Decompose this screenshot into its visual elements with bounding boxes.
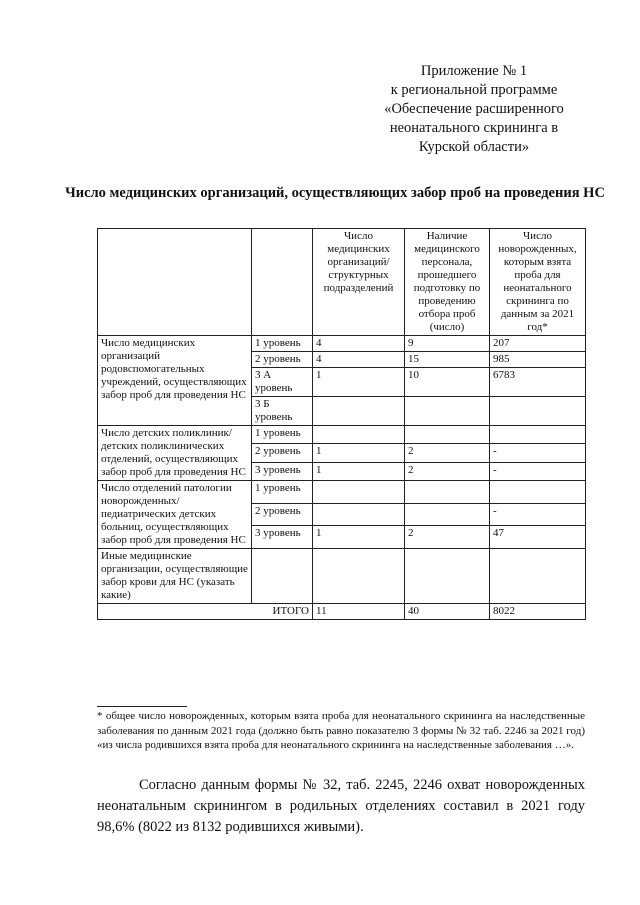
header-staff: Наличие медицинского персонала, прошедшего подготовку по проведению отбора проб (число)	[405, 229, 490, 336]
orgs-cell: 1	[313, 444, 405, 462]
level-cell: 1 уровень	[252, 426, 313, 444]
staff-cell	[405, 481, 490, 504]
orgs-cell	[313, 426, 405, 444]
group-label-cell: Число детских поликлиник/детских поликлинических отделений, осуществляющих забор проб для проведения НС	[98, 426, 252, 481]
level-cell: 2 уровень	[252, 352, 313, 368]
annex-line: Приложение № 1	[420, 63, 528, 79]
staff-cell	[405, 503, 490, 526]
newborns-cell	[490, 481, 586, 504]
orgs-cell: 1	[313, 368, 405, 397]
orgs-cell	[313, 397, 405, 426]
staff-cell	[405, 549, 490, 604]
staff-cell: 2	[405, 462, 490, 480]
orgs-cell: 1	[313, 526, 405, 549]
orgs-cell: 4	[313, 352, 405, 368]
header-cell	[98, 229, 252, 336]
staff-cell: 2	[405, 444, 490, 462]
level-cell	[252, 549, 313, 604]
newborns-cell	[490, 426, 586, 444]
level-cell: 2 уровень	[252, 503, 313, 526]
newborns-cell: -	[490, 503, 586, 526]
orgs-cell: 1	[313, 462, 405, 480]
screening-table	[97, 228, 586, 620]
level-cell: 1 уровень	[252, 336, 313, 352]
total-label-cell: ИТОГО	[98, 604, 313, 620]
staff-cell: 15	[405, 352, 490, 368]
group-label-cell: Иные медицинские организации, осуществляющие забор крови для НС (указать какие)	[98, 549, 252, 604]
table-body	[98, 229, 586, 620]
newborns-cell: 47	[490, 526, 586, 549]
header-orgs: Число медицинских организаций/ структурных подразделений	[313, 229, 405, 336]
orgs-cell	[313, 549, 405, 604]
total-newborns-cell: 8022	[490, 604, 586, 620]
group-label-cell: Число отделений патологии новорожденных/педиатрических детских больниц, осуществляющих забор проб для проведения НС	[98, 481, 252, 549]
orgs-cell: 4	[313, 336, 405, 352]
level-cell: 2 уровень	[252, 444, 313, 462]
newborns-cell: -	[490, 462, 586, 480]
staff-cell: 10	[405, 368, 490, 397]
footnote-separator	[97, 706, 187, 707]
footnote: * общее число новорожденных, которым взята проба для неонатального скрининга на наследственные заболевания по данным 2021 года (должно быть равно показателю 3 формы № 32 таб. 2246 за 2021 год) «из числа родившихся взята проба для неонатального скрининга на наследственные заболевания …».	[97, 710, 585, 751]
orgs-cell	[313, 503, 405, 526]
total-row	[98, 604, 586, 620]
annex-line: к региональной программе	[390, 82, 558, 98]
annex-line: Курской области»	[418, 139, 530, 155]
newborns-cell	[490, 549, 586, 604]
coverage-paragraph: Согласно данным формы № 32, таб. 2245, 2246 охват новорожденных неонатальным скринингом в родильных отделениях составил в 2021 году 98,6% (8022 из 8132 родившихся живыми).	[97, 777, 585, 835]
staff-cell	[405, 397, 490, 426]
annex-heading	[340, 62, 608, 157]
level-cell: 3 Б уровень	[252, 397, 313, 426]
document-title: Число медицинских организаций, осуществляющих забор проб на проведения НС	[65, 185, 605, 201]
orgs-cell	[313, 481, 405, 504]
level-cell: 3 уровень	[252, 526, 313, 549]
level-cell: 3 А уровень	[252, 368, 313, 397]
newborns-cell: 6783	[490, 368, 586, 397]
level-cell: 3 уровень	[252, 462, 313, 480]
level-cell: 1 уровень	[252, 481, 313, 504]
staff-cell	[405, 426, 490, 444]
table-row	[98, 426, 586, 444]
annex-line: неонатального скрининга в	[389, 120, 559, 136]
group-label-cell: Число медицинских организаций родовспомогательных учреждений, осуществляющих забор проб для проведения НС	[98, 336, 252, 426]
table-row	[98, 336, 586, 352]
total-orgs-cell: 11	[313, 604, 405, 620]
staff-cell: 2	[405, 526, 490, 549]
annex-line: «Обеспечение расширенного	[384, 101, 564, 117]
newborns-cell: -	[490, 444, 586, 462]
table-row	[98, 549, 586, 604]
header-newborns: Число новорожденных, которым взята проба для неонатального скрининга по данным за 2021 год*	[490, 229, 586, 336]
table-header-row	[98, 229, 586, 336]
table-row	[98, 481, 586, 504]
header-cell	[252, 229, 313, 336]
newborns-cell: 207	[490, 336, 586, 352]
total-staff-cell: 40	[405, 604, 490, 620]
newborns-cell	[490, 397, 586, 426]
newborns-cell: 985	[490, 352, 586, 368]
staff-cell: 9	[405, 336, 490, 352]
